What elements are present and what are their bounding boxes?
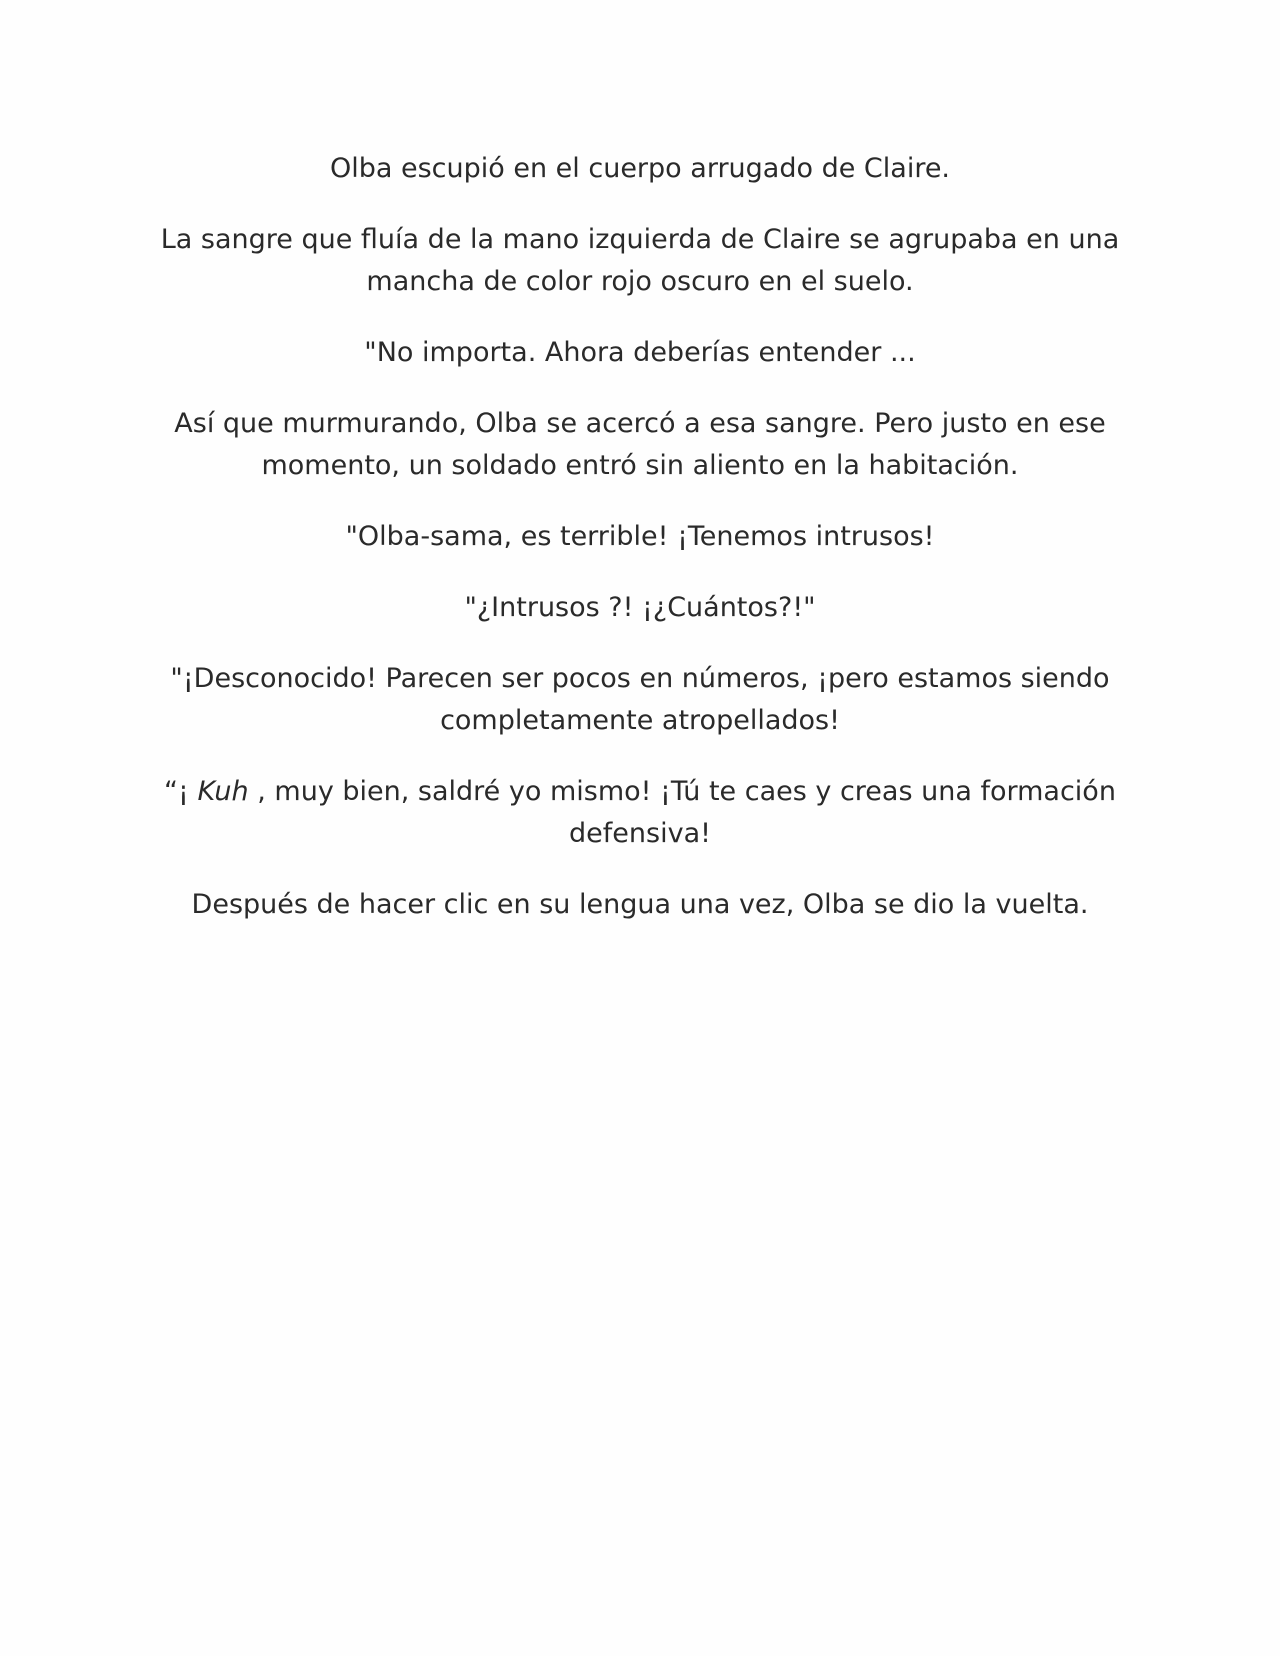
paragraph-5: "Olba-sama, es terrible! ¡Tenemos intrusos! xyxy=(345,521,935,552)
document-body xyxy=(150,148,1130,955)
paragraph-4: Así que murmurando, Olba se acercó a esa sangre. Pero justo en ese momento, un soldado entró sin aliento en la habitación. xyxy=(174,408,1106,481)
paragraph-7: "¡Desconocido! Parecen ser pocos en números, ¡pero estamos siendo completamente atropellados! xyxy=(170,663,1110,736)
paragraph-8-emphasis: Kuh xyxy=(197,776,249,807)
paragraph-8-after: , muy bien, saldré yo mismo! ¡Tú te caes y creas una formación defensiva! xyxy=(248,776,1116,849)
paragraph-6: "¿Intrusos ?! ¡¿Cuántos?!" xyxy=(464,592,816,623)
paragraph-9: Después de hacer clic en su lengua una vez, Olba se dio la vuelta. xyxy=(191,889,1089,920)
paragraph-8 xyxy=(150,771,1130,855)
paragraph-8-before: “¡ xyxy=(164,776,198,807)
paragraph-3: "No importa. Ahora deberías entender ... xyxy=(364,337,916,368)
paragraph-2: La sangre que fluía de la mano izquierda de Claire se agrupaba en una mancha de color rojo oscuro en el suelo. xyxy=(160,224,1120,297)
paragraph-1: Olba escupió en el cuerpo arrugado de Claire. xyxy=(329,153,951,184)
